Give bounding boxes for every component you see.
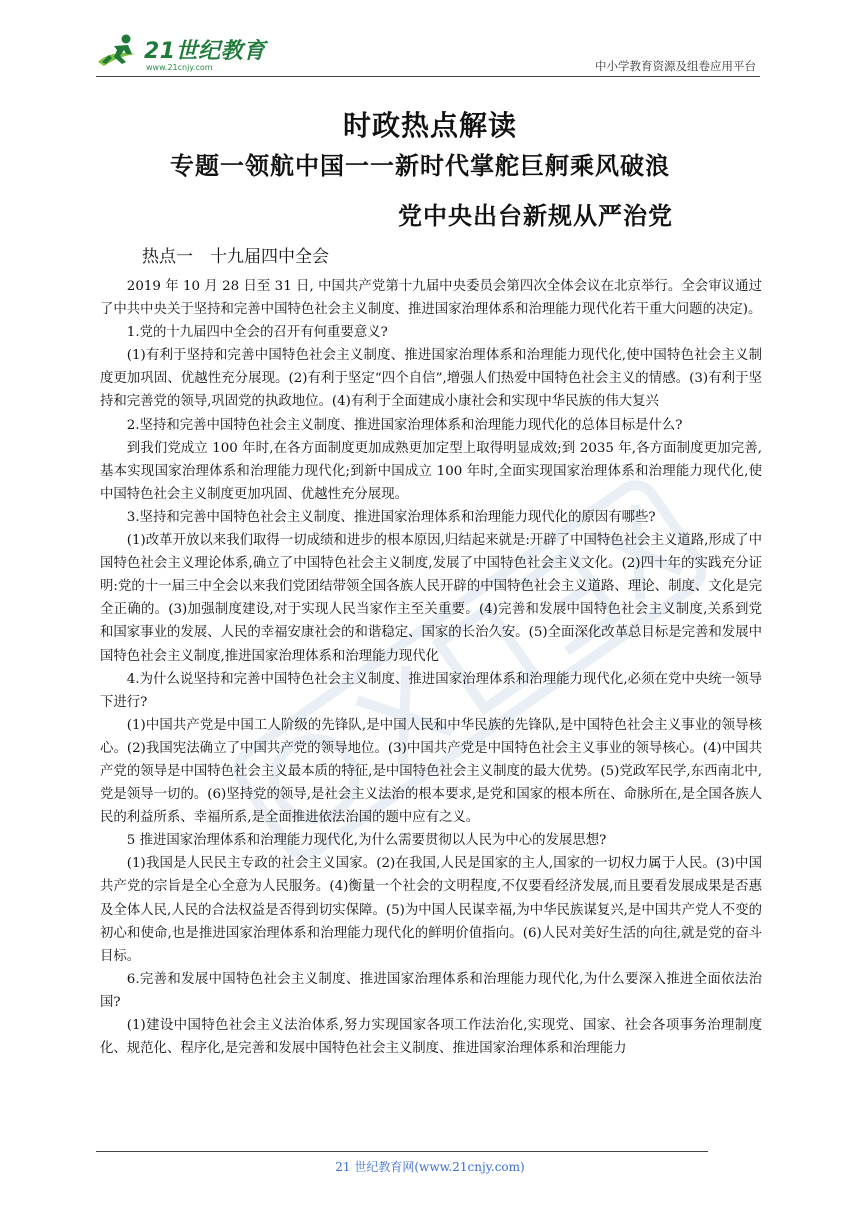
site-logo[interactable] [96,28,266,76]
question-5: 5 推进国家治理体系和治理能力现代化,为什么需要贯彻以人民为中心的发展思想? [126,833,607,849]
answer-5: (1)我国是人民民主专政的社会主义国家。(2)在我国,人民是国家的主人,国家的一切权力属于人民。(3)中国共产党的宗旨是全心全意为人民服务。(4)衡量一个社会的文明程度,不仅要看经济发展,而且要看发展成果是否惠及全体人民,人民的合法权益是否得到切实保障。(5)为中国人民谋幸福,为中华民族谋复兴,是中国共产党人不变的初心和使命,也是推进国家治理体系和治理能力现代化的鲜明价值指向。(6)人民对美好生活的向往,就是党的奋斗目标。 [100,856,762,964]
question-4: 4.为什么说坚持和完善中国特色社会主义制度、推进国家治理体系和治理能力现代化,必须在党中央统一领导下进行? [100,671,762,710]
paragraph-intro: 2019 年 10 月 28 日至 31 日, 中国共产党第十九届中央委员会第四次全体会议在北京举行。全会审议通过了中共中央关于坚持和完善中国特色社会主义制度、推进国家治理体系和治理能力现代化若干重大问题的决定)。 [100,279,762,318]
question-6: 6.完善和发展中国特色社会主义制度、推进国家治理体系和治理能力现代化,为什么要深入推进全面依法治国? [100,971,762,1010]
page-header [96,28,760,78]
footer-link[interactable]: 21 世纪教育网(www.21cnjy.com) [335,1160,525,1174]
section-heading: 热点一 十九届四中全会 [142,247,329,267]
header-divider [96,76,760,77]
answer-6: (1)建设中国特色社会主义法治体系,努力实现国家各项工作法治化,实现党、国家、社会各项事务治理制度化、规范化、程序化,是完善和发展中国特色社会主义制度、推进国家治理体系和治理能力 [100,1018,762,1057]
answer-2: 到我们党成立 100 年时,在各方面制度更加成熟更加定型上取得明显成效;到 2035 年,各方面制度更加完善,基本实现国家治理体系和治理能力现代化;到新中国成立 100 年时,全面实现国家治理体系和治理能力现代化,使中国特色社会主义制度更加巩固、优越性充分展现。 [100,440,762,502]
document-body [100,275,762,1060]
document-subtitle-line1: 专题一领航中国一一新时代掌舵巨舸乘风破浪 [170,152,670,180]
platform-name: 中小学教育资源及组卷应用平台 [595,59,756,73]
footer-divider [96,1151,708,1152]
document-subtitle-line2: 党中央出台新规从严治党 [398,202,673,230]
answer-3: (1)改革开放以来我们取得一切成绩和进步的根本原因,归结起来就是:开辟了中国特色社会主义道路,形成了中国特色社会主义理论体系,确立了中国特色社会主义制度,发展了中国特色社会主义文化。(2)四十年的实践充分证明:党的十一届三中全会以来我们党团结带领全国各族人民开辟的中国特色社会主义道路、理论、制度、文化是完全正确的。(3)加强制度建设,对于实现人民当家作主至关重要。(4)完善和发展中国特色社会主义制度,关系到党和国家事业的发展、人民的幸福安康社会的和谐稳定、国家的长治久安。(5)全面深化改革总目标是完善和发展中国特色社会主义制度,推进国家治理体系和治理能力现代化 [100,533,762,664]
question-3: 3.坚持和完善中国特色社会主义制度、推进国家治理体系和治理能力现代化的原因有哪些? [126,509,656,525]
running-figure-icon [96,32,142,72]
logo-url: www.21cnjy.com [146,63,213,72]
answer-4: (1)中国共产党是中国工人阶级的先锋队,是中国人民和中华民族的先锋队,是中国特色社会主义事业的领导核心。(2)我国宪法确立了中国共产党的领导地位。(3)中国共产党是中国特色社会主义事业的领导核心。(4)中国共产党的领导是中国特色社会主义最本质的特征,是中国特色社会主义制度的最大优势。(5)党政军民学,东西南北中,党是领导一切的。(6)坚持党的领导,是社会主义法治的根本要求,是党和国家的根本所在、命脉所在,是全国各族人民的利益所系、幸福所系,是全面推进依法治国的题中应有之义。 [100,717,762,826]
document-title: 时政热点解读 [342,109,517,142]
question-1: 1.党的十九届四中全会的召开有何重要意义? [126,325,388,341]
question-2: 2.坚持和完善中国特色社会主义制度、推进国家治理体系和治理能力现代化的总体目标是什么? [126,417,683,433]
answer-1: (1)有利于坚持和完善中国特色社会主义制度、推进国家治理体系和治理能力现代化,使中国特色社会主义制度更加巩固、优越性充分展现。(2)有利于坚定“四个自信”,增强人们热爱中国特色社会主义的情感。(3)有利于坚持和完善党的领导,巩固党的执政地位。(4)有利于全面建成小康社会和实现中华民族的伟大复兴 [100,348,762,410]
logo-text: 21世纪教育 [144,39,266,64]
